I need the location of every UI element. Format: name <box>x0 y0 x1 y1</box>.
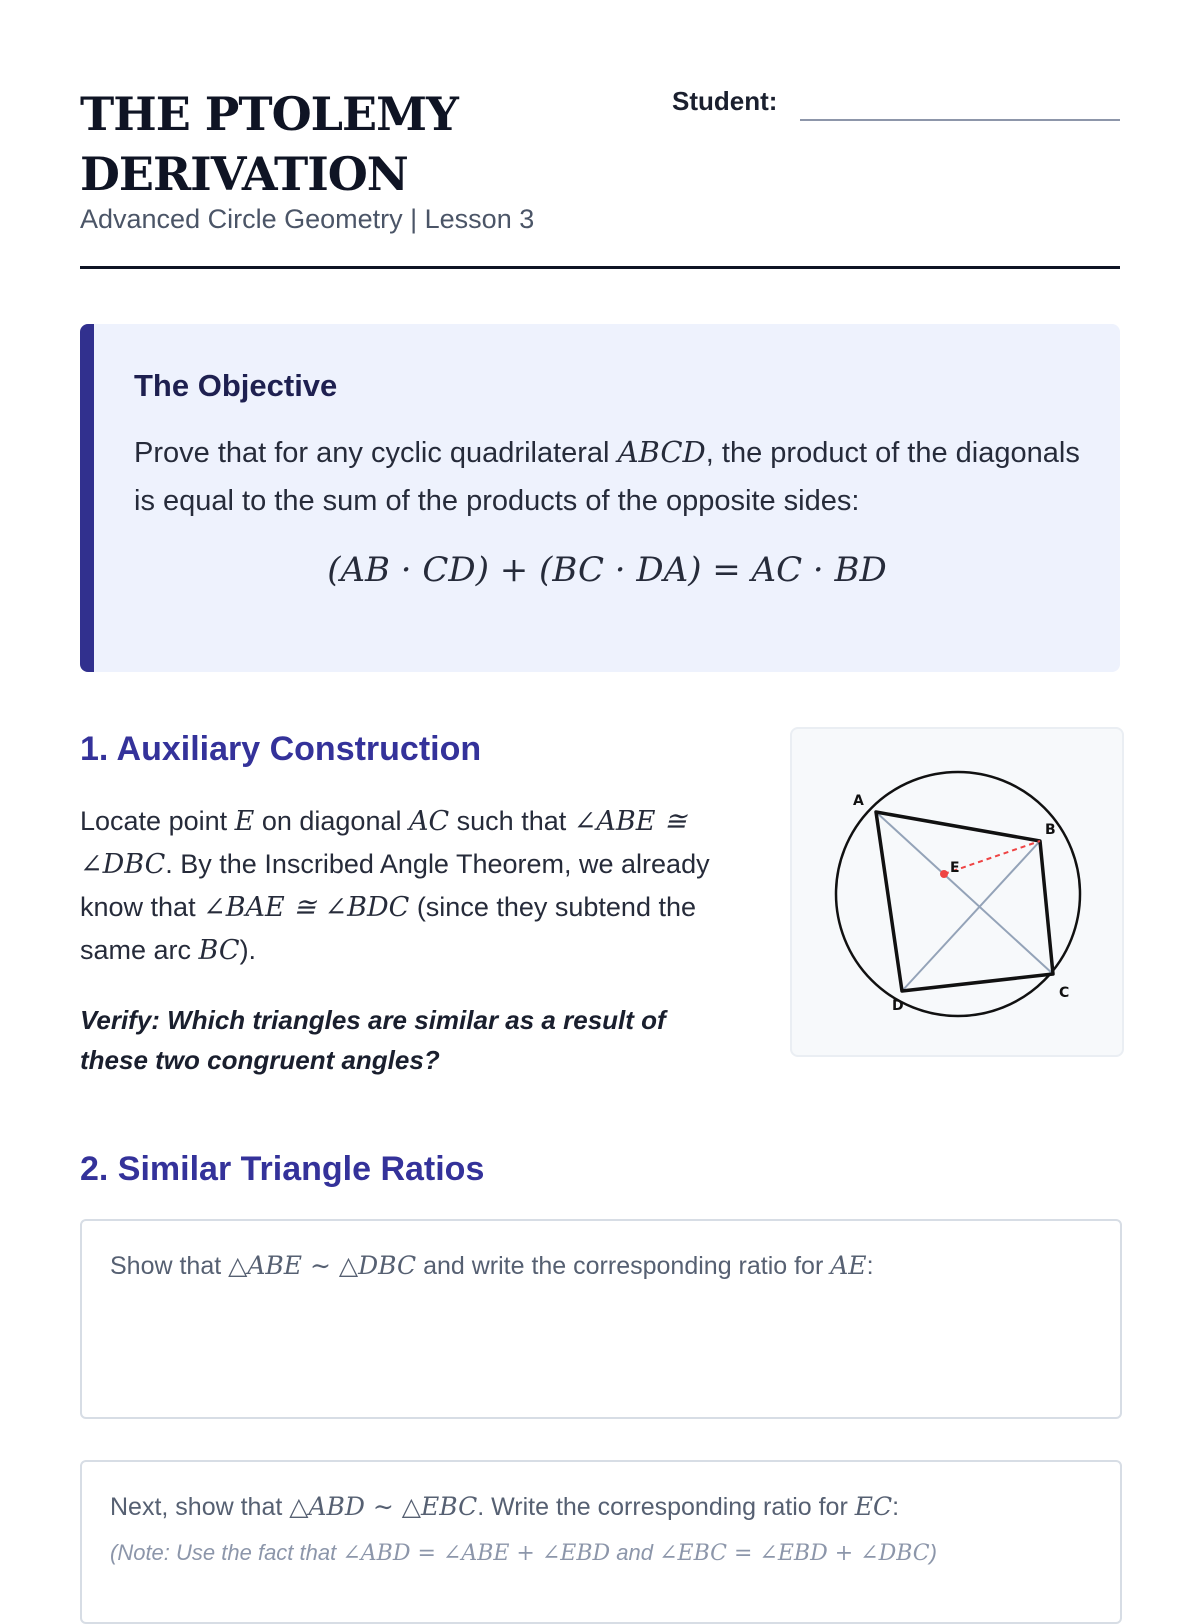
section-1-text: Locate point E on diagonal AC such that ∠ABE ≅ ∠DBC. By the Inscribed Angle Theorem, we already know that ∠BAE ≅ ∠BDC (since they subtend the same arc BC). <box>80 806 710 966</box>
cyclic-quadrilateral-diagram <box>790 727 1124 1057</box>
objective-heading: The Objective <box>134 368 338 403</box>
verify-question: Verify: Which triangles are similar as a result of these two congruent angles? <box>80 1005 666 1075</box>
answer-box-2[interactable] <box>80 1460 1122 1624</box>
circumcircle <box>836 772 1080 1016</box>
objective-callout <box>80 324 1120 672</box>
label-c: C <box>1059 985 1070 1001</box>
page-subtitle: Advanced Circle Geometry | Lesson 3 <box>80 204 535 234</box>
diagonal-bd <box>902 841 1040 991</box>
section-1-heading: 1. Auxiliary Construction <box>80 730 482 768</box>
label-b: B <box>1045 822 1056 838</box>
label-d: D <box>892 998 904 1014</box>
page-title: THE PTOLEMY DERIVATION <box>80 87 458 201</box>
header-divider <box>80 266 1120 269</box>
label-a: A <box>853 793 864 809</box>
quadrilateral-abcd <box>876 812 1053 991</box>
section-2-heading: 2. Similar Triangle Ratios <box>80 1150 485 1188</box>
objective-text: Prove that for any cyclic quadrilateral ABCD, the product of the diagonals is equal to the sum of the products of the opposite sides: <box>134 435 1080 517</box>
student-label: Student: <box>672 86 778 116</box>
answer-box-2-prompt: Next, show that △ABD ∼ △EBC. Write the corresponding ratio for EC: <box>110 1492 900 1521</box>
student-name-field[interactable] <box>800 119 1120 121</box>
point-e-dot <box>940 870 948 878</box>
answer-box-1[interactable] <box>80 1219 1122 1419</box>
diagonal-ac <box>876 812 1053 974</box>
label-e: E <box>950 860 960 876</box>
answer-box-2-note: (Note: Use the fact that ∠ABD = ∠ABE + ∠EBD and ∠EBC = ∠EBD + ∠DBC) <box>110 1540 937 1566</box>
ptolemy-formula: (AB · CD) + (BC · DA) = AC · BD <box>327 550 887 590</box>
objective-accent-bar <box>80 324 94 672</box>
answer-box-1-prompt: Show that △ABE ∼ △DBC and write the corresponding ratio for AE: <box>110 1251 874 1280</box>
